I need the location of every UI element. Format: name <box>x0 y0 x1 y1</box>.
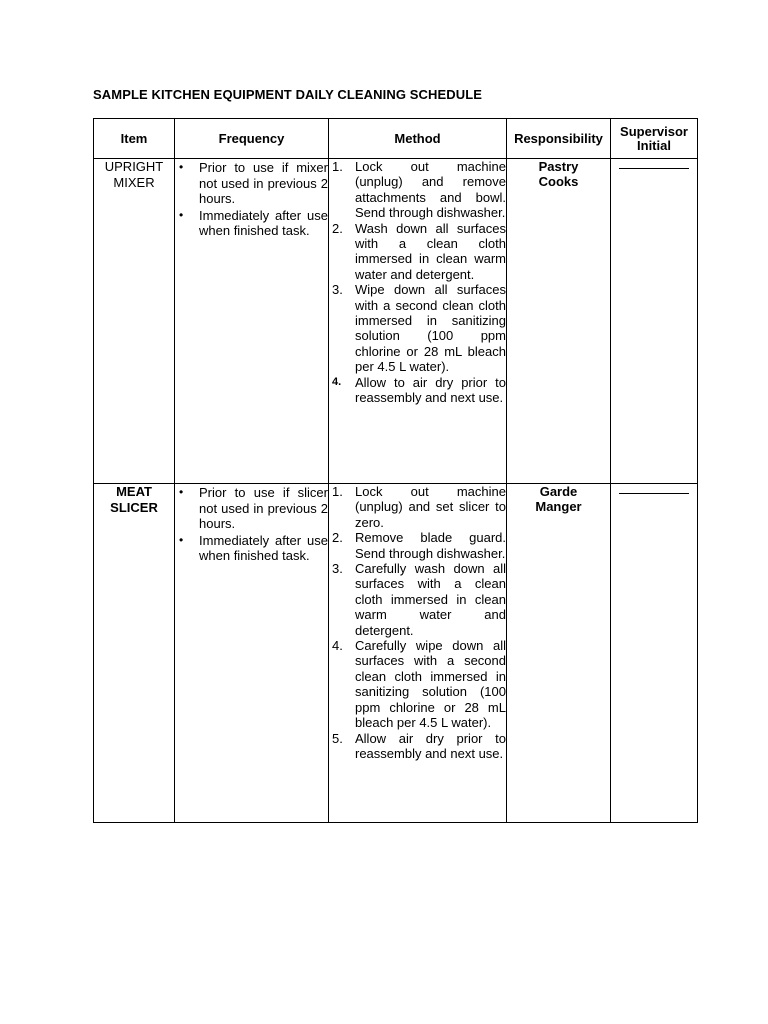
item-name-line: MIXER <box>113 175 155 190</box>
list-item <box>329 375 506 406</box>
item-name-line: MEAT <box>116 484 152 499</box>
step-text: Wash down all surfaces with a clean cloth immersed in clean warm water and detergent. <box>355 220 506 282</box>
list-item <box>329 561 506 638</box>
responsibility-cell <box>507 484 611 823</box>
step-text: Remove blade guard. Send through dishwasher. <box>355 530 506 561</box>
responsibility-line: Cooks <box>538 174 579 189</box>
item-cell <box>94 159 175 484</box>
step-number: 3. <box>332 561 343 577</box>
frequency-cell <box>175 484 329 823</box>
method-steps <box>329 484 506 761</box>
step-text: Lock out machine (unplug) and remove attachments and bowl. Send through dishwasher. <box>355 159 506 221</box>
cleaning-schedule-table <box>93 118 698 823</box>
frequency-list <box>175 485 328 564</box>
responsibility-cell <box>507 159 611 484</box>
frequency-cell <box>175 159 329 484</box>
list-item <box>329 221 506 283</box>
step-text: Allow to air dry prior to reassembly and next use. <box>355 374 506 406</box>
item-name-line: SLICER <box>110 500 158 515</box>
list-item <box>329 282 506 374</box>
step-number: 5. <box>332 730 343 746</box>
responsibility-line: Pastry <box>538 159 579 174</box>
step-number: 3. <box>332 282 343 298</box>
header-responsibility: Responsibility <box>507 119 611 159</box>
header-frequency: Frequency <box>175 119 329 159</box>
step-number: 1. <box>332 159 343 174</box>
responsibility-line: Garde <box>539 484 578 499</box>
step-text: Allow air dry prior to reassembly and next use. <box>355 730 506 761</box>
item-cell <box>94 484 175 823</box>
header-method: Method <box>329 119 507 159</box>
step-number: 4. <box>332 638 343 654</box>
list-item <box>329 530 506 561</box>
header-supervisor-initial: Supervisor Initial <box>611 119 698 159</box>
signature-line[interactable] <box>619 167 689 169</box>
step-text: Carefully wipe down all surfaces with a second clean cloth immersed in sanitizing solution (100 ppm chlorine or 28 mL bleach per 4.5 L water). <box>355 638 506 731</box>
method-cell <box>329 159 507 484</box>
step-number: 2. <box>332 220 343 236</box>
header-item: Item <box>94 119 175 159</box>
list-item: • Immediately after use when finished task. <box>175 533 328 564</box>
signature-line[interactable] <box>619 492 689 494</box>
supervisor-initial-cell[interactable] <box>611 159 698 484</box>
table-row <box>94 484 698 823</box>
method-cell <box>329 484 507 823</box>
list-item: • Prior to use if slicer not used in previous 2 hours. <box>175 485 328 532</box>
step-text: Wipe down all surfaces with a second clean cloth immersed in sanitizing solution (100 ppm chlorine or 28 mL bleach per 4.5 L water). <box>355 282 506 375</box>
step-number: 2. <box>332 530 343 546</box>
step-number: 4. <box>332 375 342 388</box>
step-text: Lock out machine (unplug) and set slicer to zero. <box>355 484 506 530</box>
list-item <box>329 638 506 730</box>
step-text: Carefully wash down all surfaces with a clean cloth immersed in clean warm water and detergent. <box>355 561 506 638</box>
step-number: 1. <box>332 484 343 499</box>
frequency-list <box>175 160 328 239</box>
item-name-line: UPRIGHT <box>104 159 164 174</box>
list-item <box>329 159 506 221</box>
header-row <box>94 119 698 159</box>
responsibility-line: Manger <box>535 499 582 514</box>
list-item: • Immediately after use when finished task. <box>175 208 328 239</box>
list-item: • Prior to use if mixer not used in previous 2 hours. <box>175 160 328 207</box>
list-item <box>329 731 506 762</box>
list-item <box>329 484 506 530</box>
method-steps <box>329 159 506 406</box>
table-row <box>94 159 698 484</box>
supervisor-initial-cell[interactable] <box>611 484 698 823</box>
document-title: SAMPLE KITCHEN EQUIPMENT DAILY CLEANING SCHEDULE <box>93 87 483 102</box>
